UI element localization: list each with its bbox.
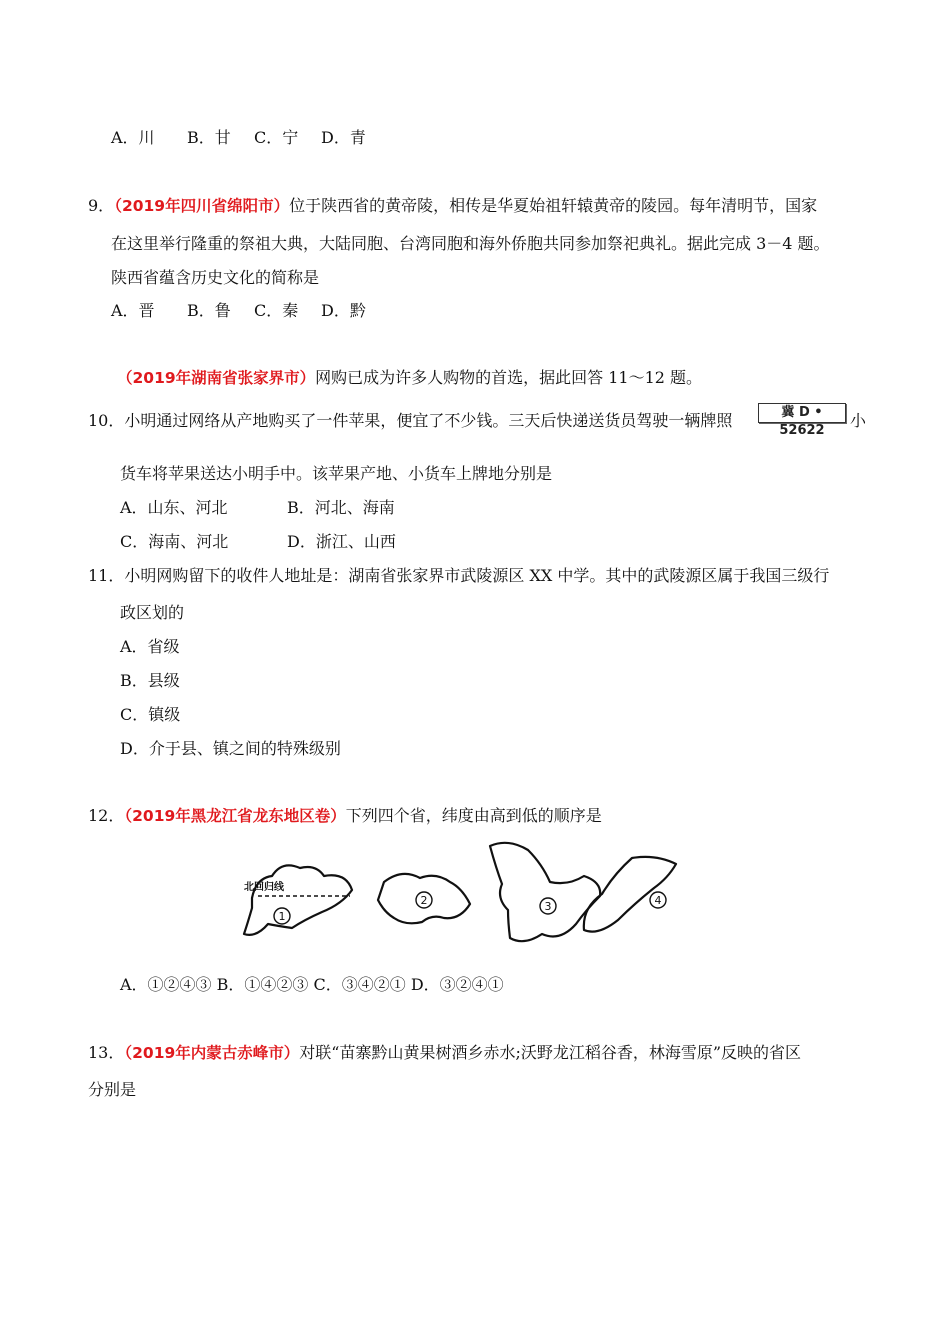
q9-option-b: B．鲁 bbox=[187, 301, 231, 320]
q9-options bbox=[111, 300, 366, 322]
q13-stem2: 分别是 bbox=[88, 1080, 137, 1099]
license-plate-image: 冀 D • 52622 bbox=[758, 403, 846, 423]
map-mark-1-label: 1 bbox=[278, 910, 286, 923]
q8-option-c: C．宁 bbox=[254, 128, 299, 147]
q12-line1 bbox=[88, 805, 602, 827]
intro-line bbox=[117, 367, 702, 389]
q9-stem1: 位于陕西省的黄帝陵，相传是华夏始祖轩辕黄帝的陵园。每年清明节，国家 bbox=[289, 196, 818, 215]
q12-options: A．①②④③ B．①④②③ C．③④②① D．③②④① bbox=[120, 975, 504, 994]
q10-option-b: B．河北、海南 bbox=[287, 498, 395, 517]
q10-stem2: 货车将苹果送达小明手中。该苹果产地、小货车上牌地分别是 bbox=[120, 464, 553, 483]
q11-stem2: 政区划的 bbox=[120, 603, 185, 622]
q12-source: （2019年黑龙江省龙东地区卷） bbox=[124, 807, 346, 825]
q8-option-b: B．甘 bbox=[187, 128, 231, 147]
intro-source: （2019年湖南省张家界市） bbox=[117, 369, 316, 387]
q11-option-c: C．镇级 bbox=[120, 705, 181, 724]
q10-stem1: 小明通过网络从产地购买了一件苹果，便宜了不少钱。三天后快递送货员驾驶一辆牌照 bbox=[124, 411, 733, 430]
q9-stem2: 在这里举行隆重的祭祖大典，大陆同胞、台湾同胞和海外侨胞共同参加祭祀典礼。据此完成 3－4 题。 bbox=[111, 234, 830, 253]
q8-option-a: A．川 bbox=[111, 128, 155, 147]
q10-option-a: A．山东、河北 bbox=[120, 498, 228, 517]
tropic-label: 北回归线 bbox=[244, 882, 284, 893]
q11-option-d: D．介于县、镇之间的特殊级别 bbox=[120, 739, 341, 758]
map-mark-2-label: 2 bbox=[420, 894, 428, 907]
q12-stem: 下列四个省，纬度由高到低的顺序是 bbox=[345, 806, 602, 825]
q8-option-d: D．青 bbox=[321, 128, 366, 147]
q12-number: 12． bbox=[88, 806, 125, 825]
province-outline-1 bbox=[244, 865, 352, 935]
q11-line1 bbox=[88, 565, 829, 587]
q13-number: 13． bbox=[88, 1043, 125, 1062]
map-mark-4-label: 4 bbox=[654, 894, 662, 907]
map-mark-3-label: 3 bbox=[544, 900, 552, 913]
q9-line1 bbox=[88, 195, 817, 217]
q10-stem1-end: 小 bbox=[850, 411, 867, 430]
q9-option-a: A．晋 bbox=[111, 301, 155, 320]
q10-line1 bbox=[88, 410, 732, 432]
q11-option-b: B．县级 bbox=[120, 671, 180, 690]
q11-number: 11． bbox=[88, 566, 125, 585]
intro-text: 网购已成为许多人购物的首选，据此回答 11～12 题。 bbox=[315, 368, 703, 387]
q10-option-c: C．海南、河北 bbox=[120, 532, 229, 551]
q11-option-a: A．省级 bbox=[120, 637, 180, 656]
q11-stem1: 小明网购留下的收件人地址是：湖南省张家界市武陵源区 XX 中学。其中的武陵源区属于我国三级行 bbox=[124, 566, 830, 585]
q13-source: （2019年内蒙古赤峰市） bbox=[124, 1044, 300, 1062]
q13-stem1: 对联“苗寨黔山黄果树酒乡赤水;沃野龙江稻谷香，林海雪原”反映的省区 bbox=[299, 1043, 802, 1062]
q8-options bbox=[111, 127, 366, 149]
q9-number: 9． bbox=[88, 196, 115, 215]
q9-stem3: 陕西省蕴含历史文化的简称是 bbox=[111, 268, 320, 287]
province-maps-figure bbox=[238, 838, 678, 948]
q13-line1 bbox=[88, 1042, 801, 1064]
q10-number: 10． bbox=[88, 411, 125, 430]
q9-option-c: C．秦 bbox=[254, 301, 299, 320]
q9-source: （2019年四川省绵阳市） bbox=[114, 197, 290, 215]
q9-option-d: D．黔 bbox=[321, 301, 366, 320]
q10-option-d: D．浙江、山西 bbox=[287, 532, 396, 551]
